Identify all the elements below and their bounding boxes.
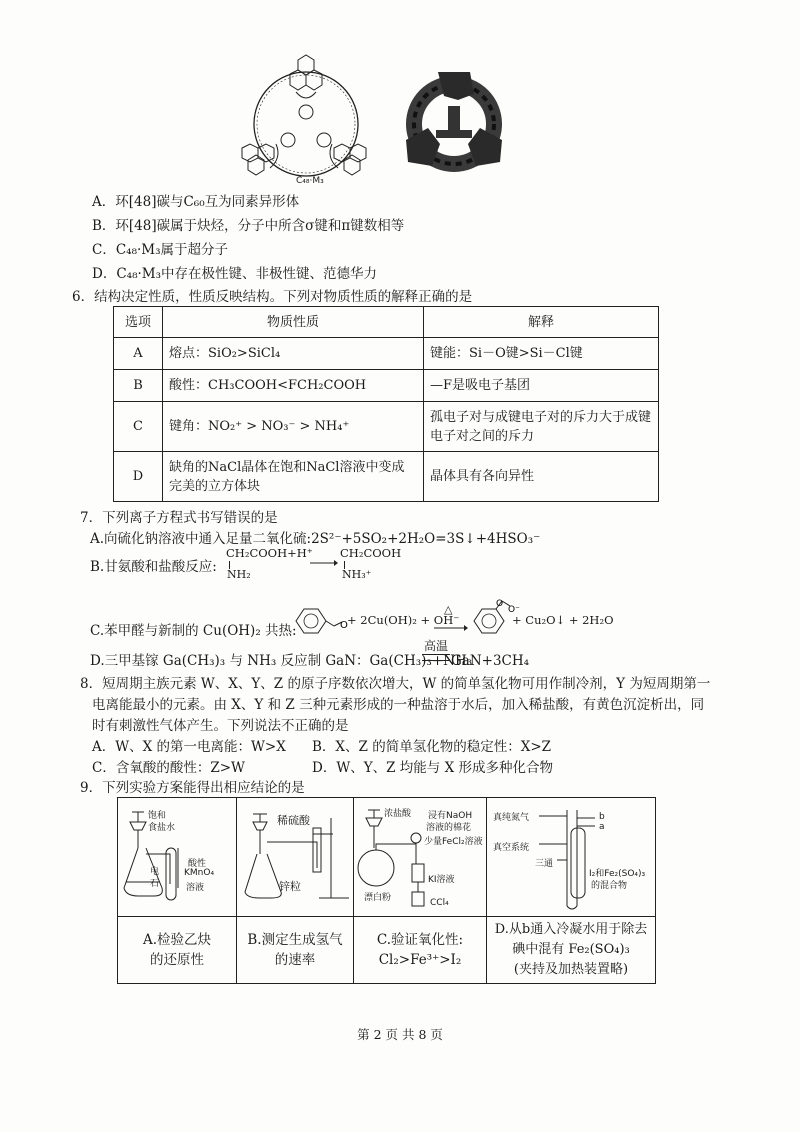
row-property: 酸性：CH₃COOH<FCH₂COOH: [163, 370, 424, 402]
label-brine: 食盐水: [148, 823, 176, 833]
q8-line-2: 电离能最小的元素。由 X、Y 和 Z 三种元素形成的一种盐溶于水后，加入稀盐酸，有黄色沉淀析出，同: [92, 697, 705, 713]
row-option: B: [114, 370, 163, 402]
label-naoh-cotton-1: 浸有NaOH: [428, 811, 473, 821]
svg-text:O⁻: O⁻: [508, 605, 520, 615]
q9-stem: 9．下列实验方案能得出相应结论的是: [80, 780, 305, 796]
label-zinc: 锌粒: [279, 880, 301, 893]
molecule-label: C₄₈·M₃: [296, 176, 324, 186]
q7-c-condition: △: [444, 603, 453, 616]
header-explanation: 解释: [424, 307, 659, 338]
q8-option-c: C．含氧酸的酸性：Z>W: [92, 760, 245, 776]
page-footer: 第 2 页 共 8 页: [357, 1027, 443, 1042]
q7-c-products: + Cu₂O↓ + 2H₂O: [512, 613, 614, 627]
q7-b-rhs-amine: NH₃⁺: [342, 568, 372, 581]
q7-d-products: GaN+3CH₄: [451, 653, 530, 669]
svg-text:O: O: [340, 620, 348, 631]
q7-option-c-label: C.苯甲醛与新制的 Cu(OH)₂ 共热:: [90, 623, 297, 639]
q8-option-d: D．W、Y、Z 均能与 X 形成多种化合物: [312, 760, 553, 776]
table-header-row: [114, 307, 659, 338]
header-property: 物质性质: [163, 307, 424, 338]
caption-d: D.从b通入冷凝水用于除去 碘中混有 Fe₂(SO₄)₃ (夹持及加热装置略): [487, 917, 656, 984]
q9-table: [117, 797, 656, 984]
label-tee: 三通: [535, 859, 554, 869]
q6-stem: 6．结构决定性质，性质反映结构。下列对物质性质的解释正确的是: [72, 289, 473, 305]
q7-b-rhs: CH₂COOH: [340, 546, 402, 560]
row-property: 熔点：SiO₂>SiCl₄: [163, 338, 424, 370]
apparatus-a: [118, 798, 237, 917]
q5-option-b: B．环[48]碳属于炔烃，分子中所含σ键和π键数相等: [92, 218, 405, 234]
q7-b-lhs-amine: NH₂: [227, 568, 251, 581]
row-explanation: 晶体具有各向异性: [424, 452, 659, 502]
header-option: 选项: [114, 307, 163, 338]
apparatus-c: [354, 798, 487, 917]
q8-option-a: A．W、X 的第一电离能：W>X: [92, 739, 286, 755]
label-ccl4: CCl₄: [430, 898, 449, 908]
q6-table: [113, 306, 659, 502]
row-property: 键角：NO₂⁺ > NO₃⁻ > NH₄⁺: [163, 402, 424, 452]
row-option: A: [114, 338, 163, 370]
q7-option-b-label: B.甘氨酸和盐酸反应:: [90, 559, 217, 575]
caption-a: A.检验乙炔 的还原性: [118, 917, 237, 984]
label-pure-n2: 真纯氮气: [493, 813, 530, 823]
q5-option-a: A．环[48]碳与C₆₀互为同素异形体: [92, 194, 300, 210]
row-explanation: —F是吸电子基团: [424, 370, 659, 402]
label-dilute-h2so4: 稀硫酸: [277, 814, 310, 827]
q7-b-lhs: CH₂COOH+H⁺: [226, 546, 313, 560]
q7-c-reagents: + 2Cu(OH)₂ + OH⁻: [347, 613, 460, 627]
row-property: 缺角的NaCl晶体在饱和NaCl溶液中变成完美的立方体块: [163, 452, 424, 502]
label-i2-fe2so43: I₂和Fe₂(SO₄)₃: [589, 869, 646, 879]
label-fecl2: 少量FeCl₂溶液: [424, 837, 483, 847]
label-bleach: 漂白粉: [364, 893, 392, 903]
row-explanation: 孤电子对与成键电子对的斥力大于成键电子对之间的斥力: [424, 402, 659, 452]
row-option: C: [114, 402, 163, 452]
q5-option-d: D．C₄₈·M₃中存在极性键、非极性键、范德华力: [92, 266, 378, 282]
molecule-figure: [240, 52, 375, 192]
q8-option-b: B．X、Z 的简单氢化物的稳定性：X>Z: [312, 739, 552, 755]
label-ki: KI溶液: [428, 875, 455, 885]
label-mixture: 的混合物: [591, 881, 628, 891]
label-a: a: [599, 822, 605, 832]
3d-logo-figure: [398, 66, 510, 174]
apparatus-d: [487, 798, 656, 917]
label-conc-hcl: 浓盐酸: [384, 809, 412, 819]
q7-option-d: D.三甲基镓 Ga(CH₃)₃ 与 NH₃ 反应制 GaN：Ga(CH₃)₃+NH₃: [90, 653, 473, 669]
table-row: [114, 338, 659, 370]
q8-line-1: 8．短周期主族元素 W、X、Y、Z 的原子序数依次增大，W 的简单氢化物可用作制冷剂，Y 为短周期第一: [80, 676, 711, 692]
label-acidic: 酸性: [188, 859, 207, 869]
label-saturated: 饱和: [148, 811, 167, 821]
svg-text:O: O: [496, 599, 504, 609]
table-row: [114, 402, 659, 452]
label-solution: 溶液: [186, 883, 205, 893]
benzoate-structure: [470, 598, 518, 638]
caption-b: B.测定生成氢气 的速率: [237, 917, 354, 984]
label-stone: 石: [150, 879, 160, 889]
label-vacuum: 真空系统: [493, 843, 530, 853]
table-row: [114, 370, 659, 402]
q7-stem: 7．下列离子方程式书写错误的是: [80, 510, 278, 526]
q7-d-condition: 高温: [424, 639, 449, 653]
table-row: [114, 452, 659, 502]
label-naoh-cotton-2: 溶液的棉花: [426, 823, 472, 833]
reaction-arrow: [434, 617, 468, 625]
label-b: b: [599, 812, 605, 822]
caption-c: C.验证氧化性: Cl₂>Fe³⁺>I₂: [354, 917, 487, 984]
benzaldehyde-structure: [292, 604, 348, 638]
label-electric: 电: [150, 867, 160, 877]
q8-line-3: 时有刺激性气体产生。下列说法不正确的是: [92, 718, 349, 734]
label-kmno4: KMnO₄: [184, 868, 215, 878]
row-option: D: [114, 452, 163, 502]
q7-option-a: A.向硫化钠溶液中通入足量二氧化硫:2S²⁻+5SO₂+2H₂O=3S↓+4HSO₃⁻: [90, 531, 541, 547]
row-explanation: 键能：Si－O键>Si－Cl键: [424, 338, 659, 370]
q5-option-c: C．C₄₈·M₃属于超分子: [92, 242, 229, 258]
apparatus-b: [237, 798, 354, 917]
reaction-arrow: [310, 552, 338, 560]
equals-sign: [422, 654, 450, 661]
